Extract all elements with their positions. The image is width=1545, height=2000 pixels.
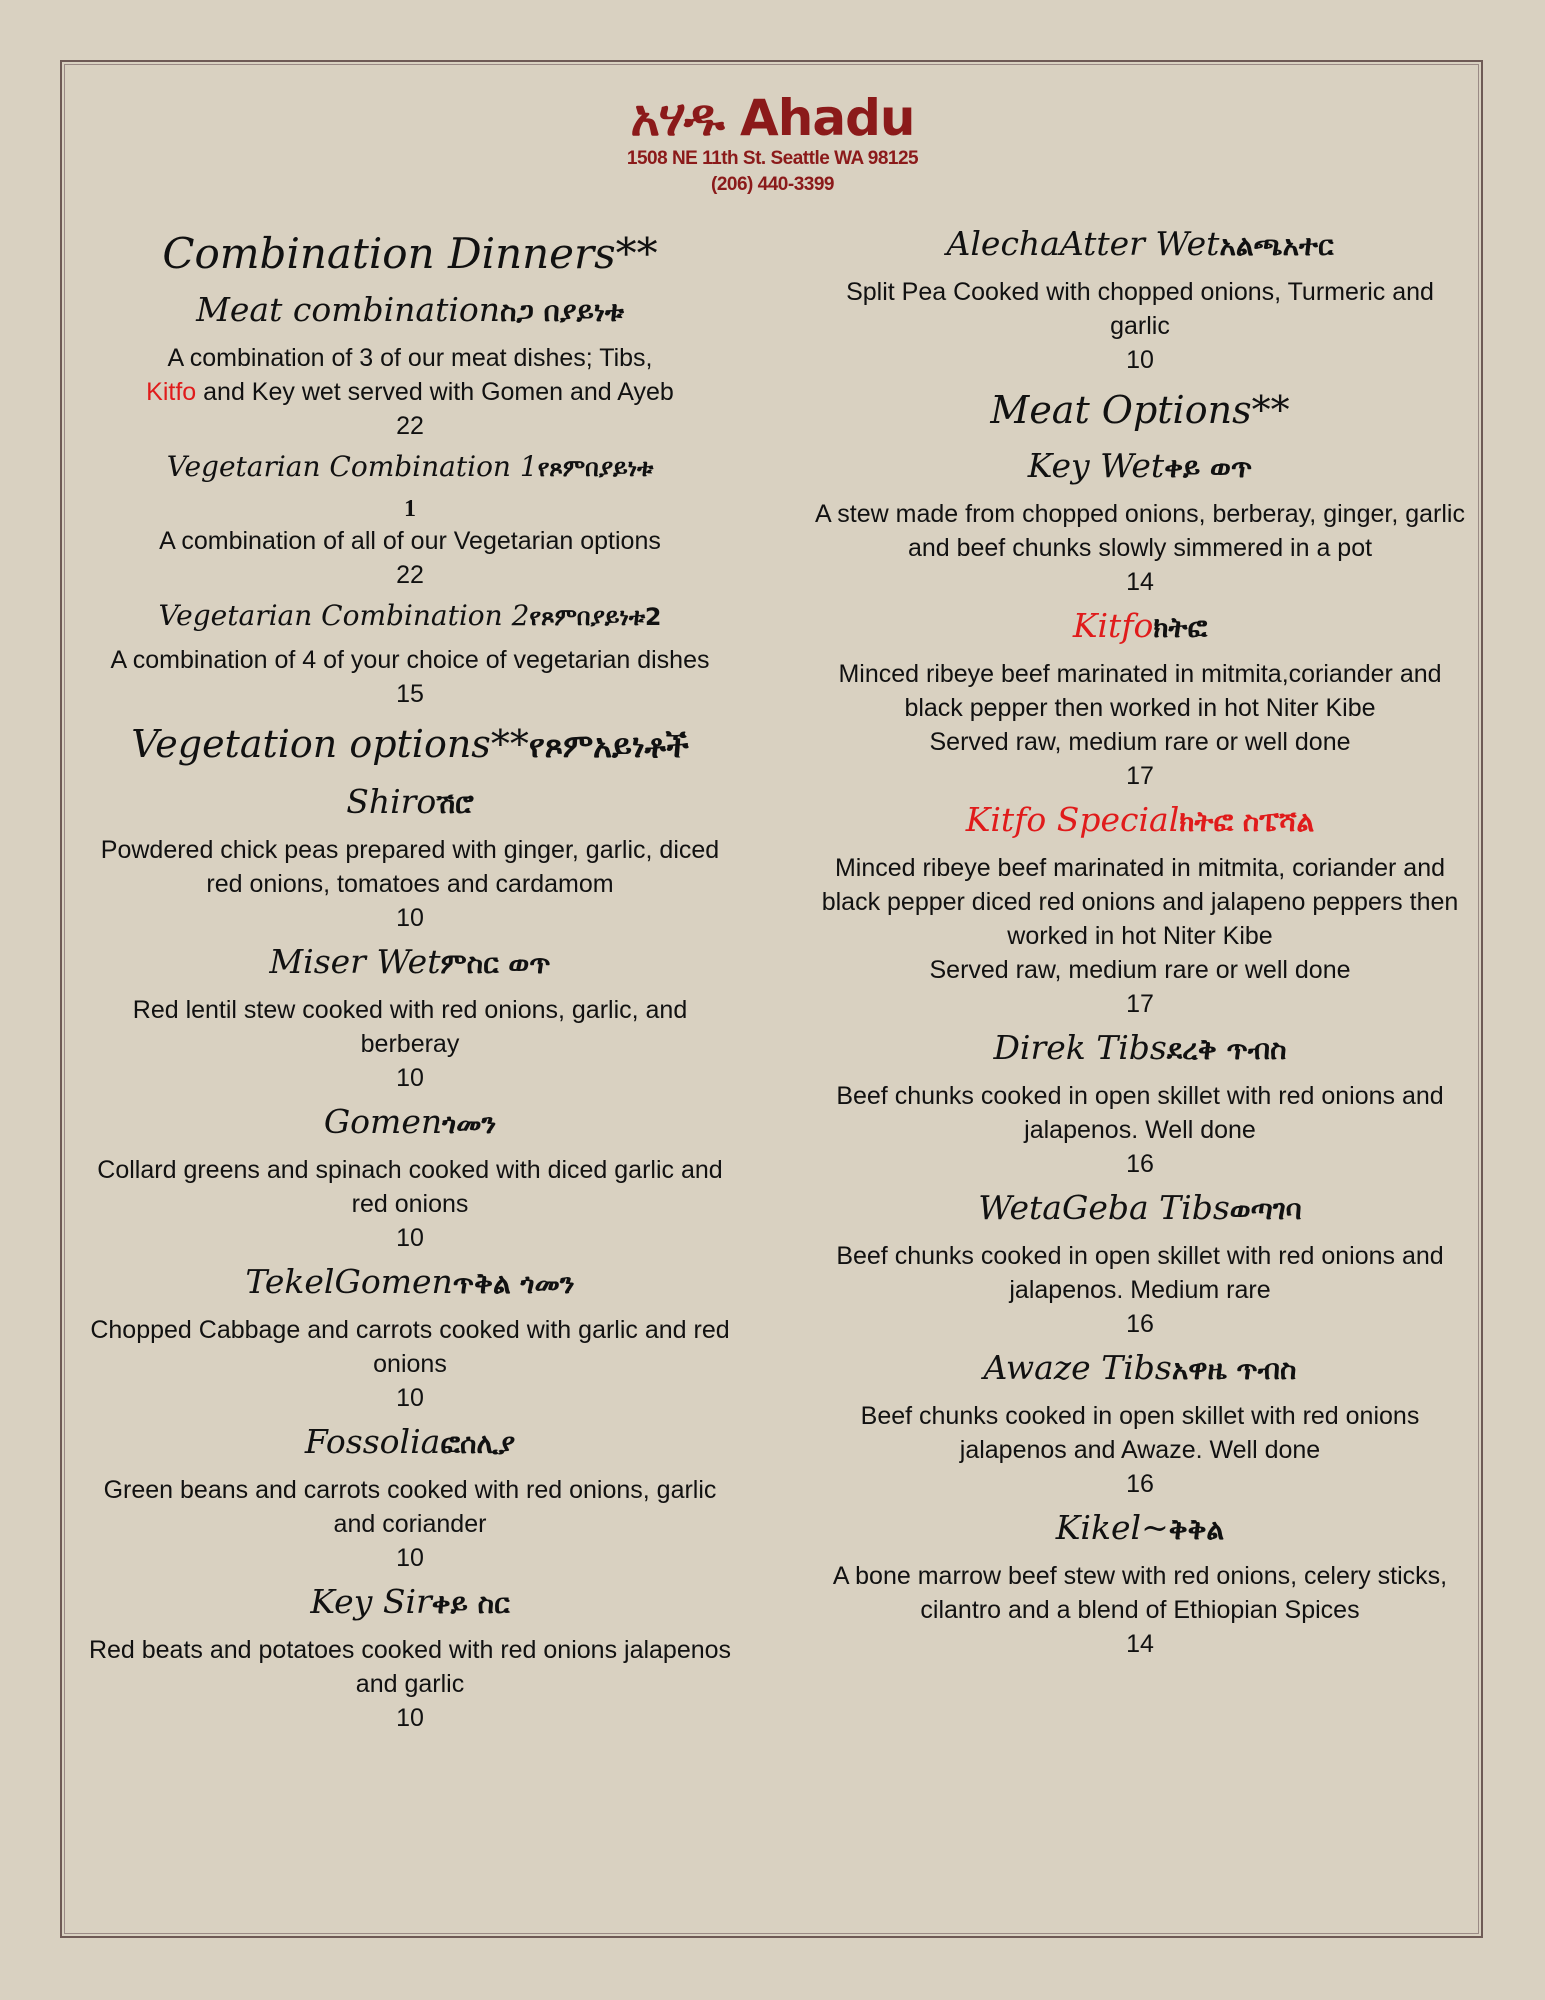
item-price: 10 xyxy=(1126,346,1154,374)
menu-item-shiro xyxy=(85,779,735,935)
item-name: Key Sir xyxy=(310,1582,432,1621)
item-amharic: ፎሰሊያ xyxy=(440,1427,516,1460)
item-title xyxy=(815,797,1465,845)
menu-item-gomen xyxy=(85,1099,735,1255)
item-name: Shiro xyxy=(346,782,437,821)
item-price: 22 xyxy=(396,412,424,440)
item-title xyxy=(815,443,1465,491)
item-description: Powdered chick peas prepared with ginger, garlic, diced red onions, tomatoes and cardamom xyxy=(100,836,720,898)
item-price: 10 xyxy=(396,1704,424,1732)
menu-left-column xyxy=(85,225,735,1739)
desc-part: A combination of 3 of our meat dishes; Tibs, xyxy=(167,344,653,372)
veg-item-list xyxy=(85,779,735,1735)
item-amharic: ክትፎ ስፔሻል xyxy=(1179,805,1315,838)
desc-part: and Key wet served with Gomen and Ayeb xyxy=(196,378,674,406)
restaurant-logo: አሃዱ Ahadu xyxy=(630,89,915,147)
item-title xyxy=(815,1025,1465,1073)
item-title xyxy=(85,287,735,335)
item-name: Gomen xyxy=(323,1102,443,1141)
item-title xyxy=(85,447,735,488)
item-title xyxy=(815,1185,1465,1233)
item-price: 10 xyxy=(396,1384,424,1412)
item-extra: 1 xyxy=(404,496,416,522)
item-price: 10 xyxy=(396,1544,424,1572)
item-amharic: አልጫአተር xyxy=(1219,229,1334,262)
item-name: Awaze Tibs xyxy=(983,1348,1172,1387)
item-title xyxy=(85,596,735,637)
menu-item-tekel-gomen xyxy=(85,1259,735,1415)
item-amharic: ቀይ ስር xyxy=(431,1587,510,1620)
item-name: Fossolia xyxy=(304,1422,441,1461)
item-name: Miser Wet xyxy=(269,942,441,981)
item-description: Beef chunks cooked in open skillet with red onions jalapenos and Awaze. Well done xyxy=(860,1402,1420,1464)
item-name: Vegetarian Combination 1 xyxy=(166,450,538,483)
item-name: Kitfo Special xyxy=(965,800,1180,839)
item-name: Direk Tibs xyxy=(993,1028,1167,1067)
item-price: 10 xyxy=(396,1224,424,1252)
item-title xyxy=(815,221,1465,269)
item-name: Kikel~ xyxy=(1055,1508,1169,1547)
item-price: 14 xyxy=(1126,1630,1154,1658)
item-description: A combination of 4 of your choice of vegetarian dishes xyxy=(110,646,710,674)
item-price: 16 xyxy=(1126,1470,1154,1498)
item-title xyxy=(815,1345,1465,1393)
item-description: Collard greens and spinach cooked with diced garlic and red onions xyxy=(97,1156,723,1218)
item-description: Minced ribeye beef marinated in mitmita,coriander and black pepper then worked in hot Niter Kibe xyxy=(838,660,1442,722)
item-name: Meat combination xyxy=(196,290,501,329)
item-description: Beef chunks cooked in open skillet with red onions and jalapenos. Well done xyxy=(836,1082,1444,1144)
item-description: Red lentil stew cooked with red onions, garlic, and berberay xyxy=(132,996,688,1058)
item-title xyxy=(85,779,735,827)
item-amharic: አዋዜ ጥብስ xyxy=(1171,1353,1297,1386)
menu-right-column xyxy=(815,217,1465,1665)
item-name: AlechaAtter Wet xyxy=(946,224,1220,263)
item-name: Vegetarian Combination 2 xyxy=(158,599,530,632)
item-name: TekelGomen xyxy=(245,1262,453,1301)
item-price: 10 xyxy=(396,1064,424,1092)
item-amharic: ምስር ወጥ xyxy=(440,947,551,980)
item-title xyxy=(85,1099,735,1147)
item-description-serving: Served raw, medium rare or well done xyxy=(929,956,1351,984)
menu-item-fossolia xyxy=(85,1419,735,1575)
menu-header xyxy=(0,90,1545,198)
item-name: WetaGeba Tibs xyxy=(978,1188,1230,1227)
item-amharic: የጾምበያይነቱ2 xyxy=(529,603,662,631)
item-description: Red beats and potatoes cooked with red onions jalapenos and garlic xyxy=(88,1636,732,1698)
item-description: Split Pea Cooked with chopped onions, Turmeric and garlic xyxy=(846,278,1434,340)
item-price: 16 xyxy=(1126,1150,1154,1178)
item-title xyxy=(815,603,1465,651)
item-amharic: ቀይ ወጥ xyxy=(1164,451,1253,484)
item-price: 15 xyxy=(396,680,424,708)
item-description: A combination of all of our Vegetarian options xyxy=(159,527,661,555)
item-title xyxy=(85,939,735,987)
item-price: 16 xyxy=(1126,1310,1154,1338)
item-amharic: ጎመን xyxy=(442,1107,497,1140)
item-amharic: ወጣገባ xyxy=(1229,1193,1302,1226)
restaurant-address: 1508 NE 11th St. Seattle WA 98125 xyxy=(626,148,919,169)
item-description-serving: Served raw, medium rare or well done xyxy=(929,728,1351,756)
menu-item-wetageba-tibs xyxy=(815,1185,1465,1341)
item-description xyxy=(85,341,735,409)
item-description: Minced ribeye beef marinated in mitmita, coriander and black pepper diced red onions and jalapeno peppers then worked in hot Niter Kibe xyxy=(821,854,1459,950)
item-price: 17 xyxy=(1126,990,1154,1018)
section-title-combination: Combination Dinners** xyxy=(162,229,658,278)
item-description: Green beans and carrots cooked with red onions, garlic and coriander xyxy=(103,1476,717,1538)
item-price: 10 xyxy=(396,904,424,932)
item-price: 14 xyxy=(1126,568,1154,596)
item-title xyxy=(815,1505,1465,1553)
item-amharic: ጥቅል ጎመን xyxy=(452,1267,575,1300)
restaurant-phone: (206) 440-3399 xyxy=(711,174,834,195)
menu-item-awaze-tibs xyxy=(815,1345,1465,1501)
item-description: Chopped Cabbage and carrots cooked with garlic and red onions xyxy=(90,1316,730,1378)
item-name: Key Wet xyxy=(1027,446,1165,485)
section-amharic: የጾምአይነቶች xyxy=(528,727,689,765)
section-title-meat: Meat Options** xyxy=(990,388,1290,432)
item-description: A stew made from chopped onions, berberay, ginger, garlic and beef chunks slowly simmered in a pot xyxy=(815,500,1465,562)
item-title xyxy=(85,1579,735,1627)
item-price: 22 xyxy=(396,561,424,589)
menu-item-key-sir xyxy=(85,1579,735,1735)
item-amharic: ስጋ በያይነቱ xyxy=(500,295,624,328)
item-amharic: ሽሮ xyxy=(436,787,474,820)
item-amharic: የጾምበያይነቱ xyxy=(537,454,654,482)
item-price: 17 xyxy=(1126,762,1154,790)
section-title-vegetarian xyxy=(85,715,735,775)
item-title xyxy=(85,1259,735,1307)
menu-item-miser-wet xyxy=(85,939,735,1095)
section-name: Vegetation options** xyxy=(131,722,529,766)
item-amharic: ክትፎ xyxy=(1153,611,1208,644)
item-name: Kitfo xyxy=(1072,606,1154,645)
item-description: A bone marrow beef stew with red onions, celery sticks, cilantro and a blend of Ethiopian Spices xyxy=(832,1562,1448,1624)
menu-item-direk-tibs xyxy=(815,1025,1465,1181)
item-amharic: ደረቅ ጥብስ xyxy=(1166,1033,1287,1066)
item-description: Beef chunks cooked in open skillet with red onions and jalapenos. Medium rare xyxy=(836,1242,1444,1304)
item-title xyxy=(85,1419,735,1467)
desc-highlight: Kitfo xyxy=(146,378,197,406)
item-amharic: ቅቅል xyxy=(1168,1513,1225,1546)
